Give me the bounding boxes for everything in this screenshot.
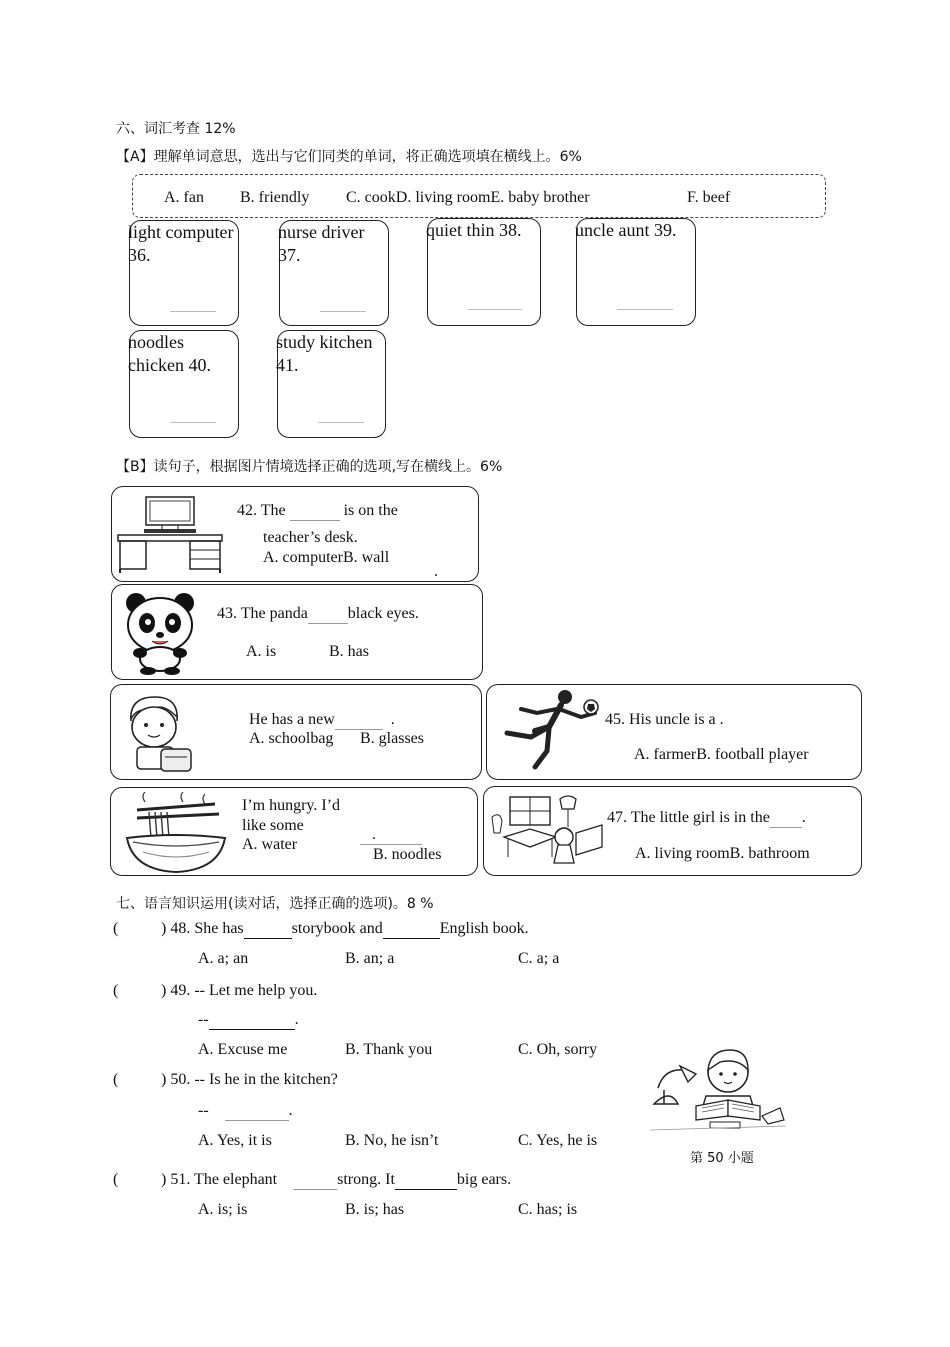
q49-stem: ) 49. -- Let me help you.	[161, 982, 318, 999]
q43-card	[111, 584, 483, 680]
panda-icon	[118, 589, 208, 675]
q42-dot: .	[434, 563, 438, 580]
q50-option-a: A. Yes, it is	[198, 1132, 272, 1149]
answer-line[interactable]	[617, 309, 673, 310]
q51-end: big ears.	[456, 1171, 512, 1188]
q49-reply: --	[198, 1011, 209, 1028]
q49-option-c: C. Oh, sorry	[518, 1041, 598, 1058]
q44-blank[interactable]	[335, 711, 383, 730]
q51-blank-1[interactable]	[293, 1171, 337, 1190]
word-box-text: nurse driver 37.	[278, 222, 365, 265]
q49-option-b: B. Thank you	[345, 1041, 433, 1058]
q51-option-b: B. is; has	[345, 1201, 405, 1218]
partB-instruction: 【B】读句子，根据图片情境选择正确的选项,写在横线上。6%	[116, 459, 503, 475]
q43-option-a: A. is	[246, 643, 277, 660]
q47-prefix: 47. The little girl is in the	[607, 809, 770, 826]
word-box-text: study kitchen 41.	[276, 332, 373, 375]
section7-title: 七、语言知识运用(读对话，选择正确的选项)。8 %	[116, 896, 434, 912]
q42-line2: teacher’s desk.	[263, 529, 358, 546]
word-box-text: uncle aunt 39.	[575, 220, 677, 240]
q48-mid: storybook and	[291, 920, 383, 937]
q44-option-a: A. schoolbag	[249, 730, 334, 747]
answer-line[interactable]	[468, 309, 522, 310]
room-girl-icon	[490, 793, 606, 869]
q46-dot: .	[372, 826, 376, 843]
q50-paren[interactable]: (	[113, 1071, 119, 1088]
q44-card	[110, 684, 482, 780]
q50-dot: .	[288, 1102, 293, 1119]
boy-schoolbag-icon	[117, 691, 197, 775]
q46-line1: I’m hungry. I’d	[242, 797, 341, 814]
q48-end: English book.	[439, 920, 529, 937]
q47-dot: .	[801, 809, 806, 826]
answer-line[interactable]	[320, 311, 366, 312]
q51-option-a: A. is; is	[198, 1201, 248, 1218]
q50-caption: 第 50 小题	[690, 1151, 754, 1166]
option-f: F. beef	[687, 189, 731, 206]
q42-prefix: 42. The	[237, 502, 286, 519]
word-box-36	[129, 220, 239, 326]
q46-card	[110, 787, 478, 876]
word-box-39	[576, 218, 696, 326]
q51-option-c: C. has; is	[518, 1201, 578, 1218]
football-player-icon	[491, 687, 609, 777]
option-a: A. fan	[164, 189, 204, 206]
q47-options: A. living roomB. bathroom	[635, 845, 810, 862]
word-box-40	[129, 330, 239, 438]
q48-blank-2[interactable]	[383, 920, 440, 939]
q49-paren[interactable]: (	[113, 982, 119, 999]
word-box-text: light computer 36.	[128, 222, 234, 265]
q48-paren[interactable]: (	[113, 920, 119, 937]
q51-paren[interactable]: (	[113, 1171, 119, 1188]
option-c-d-e: C. cookD. living roomE. baby brother	[346, 189, 590, 206]
q46-option-b: B. noodles	[373, 846, 442, 863]
q50-option-c: C. Yes, he is	[518, 1132, 598, 1149]
q45-question: 45. His uncle is a .	[605, 711, 724, 728]
word-box-text: quiet thin 38.	[426, 220, 522, 240]
q49-blank[interactable]	[209, 1011, 295, 1030]
section6-title: 六、词汇考查 12%	[116, 121, 236, 137]
answer-line[interactable]	[318, 422, 364, 423]
q47-card	[483, 786, 862, 876]
q51-blank-2[interactable]	[395, 1171, 457, 1190]
q46-option-a: A. water	[242, 836, 298, 853]
q43-option-b: B. has	[329, 643, 369, 660]
q46-blank[interactable]	[360, 826, 422, 845]
q45-card	[486, 684, 862, 780]
q42-options: A. computerB. wall	[263, 549, 390, 566]
q50-reply: --	[198, 1102, 209, 1119]
q50-blank[interactable]	[225, 1102, 289, 1121]
q47-blank[interactable]	[770, 809, 802, 828]
word-box-text: noodles chicken 40.	[128, 332, 211, 375]
q49-dot: .	[294, 1011, 299, 1028]
options-box	[132, 174, 826, 218]
q45-options: A. farmerB. football player	[634, 746, 809, 763]
q44-prefix: He has a new	[249, 711, 335, 728]
q48-stem: ) 48. She has	[161, 920, 244, 937]
q42-card	[111, 486, 479, 582]
q43-blank[interactable]	[308, 605, 348, 624]
q50-option-b: B. No, he isn’t	[345, 1132, 439, 1149]
q44-dot: .	[390, 711, 395, 728]
boy-studying-icon	[650, 1044, 786, 1132]
partA-instruction: 【A】理解单词意思，选出与它们同类的单词，将正确选项填在横线上。6%	[116, 149, 582, 165]
q48-blank-1[interactable]	[244, 920, 292, 939]
q42-blank[interactable]	[290, 502, 340, 521]
q42-suffix: is on the	[343, 502, 398, 519]
q46-line2: like some	[242, 817, 304, 834]
q44-option-b: B. glasses	[360, 730, 424, 747]
q48-option-b: B. an; a	[345, 950, 395, 967]
q43-suffix: black eyes.	[347, 605, 419, 622]
q48-option-c: C. a; a	[518, 950, 560, 967]
q48-option-a: A. a; an	[198, 950, 249, 967]
q43-prefix: 43. The panda	[217, 605, 308, 622]
word-box-41	[277, 330, 386, 438]
q50-stem: ) 50. -- Is he in the kitchen?	[161, 1071, 338, 1088]
option-b: B. friendly	[240, 189, 310, 206]
noodle-bowl-icon	[123, 792, 229, 874]
q49-option-a: A. Excuse me	[198, 1041, 288, 1058]
answer-line[interactable]	[170, 311, 216, 312]
q51-mid: strong. It	[337, 1171, 395, 1188]
word-box-38	[427, 218, 541, 326]
desk-computer-icon	[116, 493, 224, 575]
word-box-37	[279, 220, 389, 326]
answer-line[interactable]	[170, 422, 216, 423]
q51-stem: ) 51. The elephant	[161, 1171, 278, 1188]
